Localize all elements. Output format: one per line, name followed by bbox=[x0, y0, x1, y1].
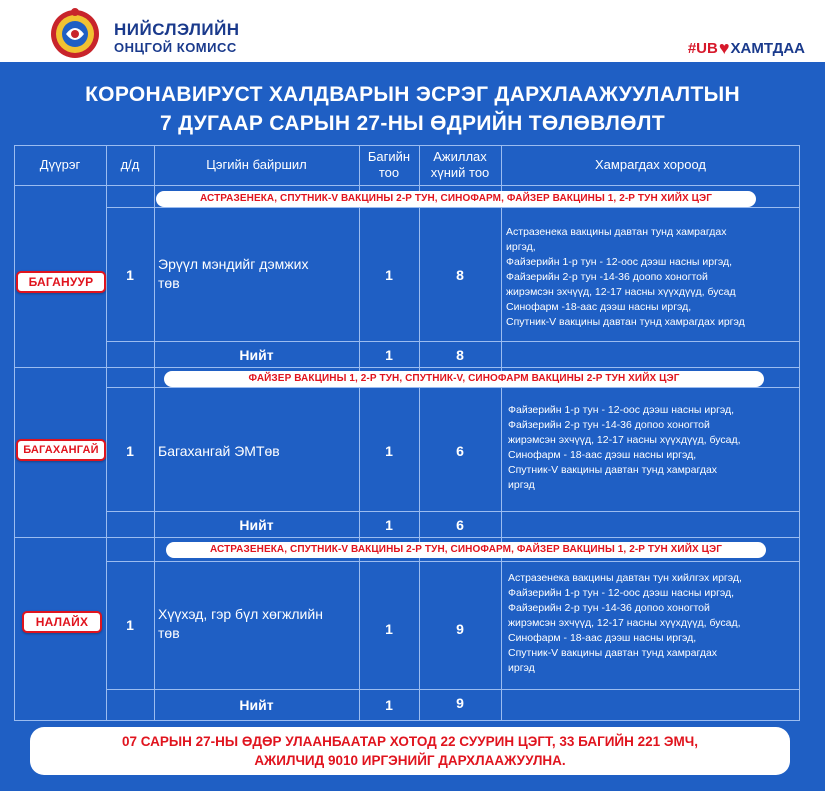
emblem-icon bbox=[46, 4, 104, 60]
title-line1: КОРОНАВИРУСТ ХАЛДВАРЫН ЭСРЭГ ДАРХЛААЖУУЛАЛТЫН bbox=[85, 83, 740, 106]
location-line1: Хүүхэд, гэр бүл хөгжлийн bbox=[158, 606, 323, 622]
row-num: 1 bbox=[126, 617, 134, 633]
coverage-line: иргэд, bbox=[506, 241, 536, 253]
coverage-line: Астразенека вакцины давтан тунд хамрагдах bbox=[506, 226, 727, 238]
footer-line1: 07 САРЫН 27-НЫ ӨДӨР УЛААНБААТАР ХОТОД 22 СУУРИН ЦЭГТ, 33 БАГИЙН 221 ЭМЧ, bbox=[121, 734, 698, 749]
header-teams-line2: тоо bbox=[378, 165, 400, 180]
coverage-line: иргэд bbox=[508, 479, 535, 491]
coverage-cell bbox=[506, 225, 796, 330]
header-staff bbox=[419, 149, 501, 181]
district-label: БАГАНУУР bbox=[16, 271, 106, 293]
coverage-line: иргэд bbox=[508, 662, 535, 674]
table-line bbox=[14, 720, 800, 721]
total-staff: 9 bbox=[456, 695, 464, 711]
location-cell bbox=[158, 605, 358, 643]
table-line bbox=[106, 387, 800, 388]
table-line bbox=[106, 341, 800, 342]
staff-cell: 9 bbox=[456, 621, 464, 637]
vaccine-banner: АСТРАЗЕНЕКА, СПУТНИК-V ВАКЦИНЫ 2-Р ТУН, СИНОФАРМ, ФАЙЗЕР ВАКЦИНЫ 1, 2-Р ТУН ХИЙХ ЦЭГ bbox=[166, 542, 766, 558]
coverage-line: Спутник-V вакцины давтан тунд хамрагдах иргэд bbox=[506, 316, 745, 328]
page-title bbox=[0, 80, 825, 138]
coverage-line: Файзерийн 1-р тун - 12-оос дээш насны иргэд, bbox=[508, 587, 735, 599]
table-line bbox=[14, 185, 800, 186]
hashtag-prefix: #UB bbox=[687, 40, 718, 57]
total-staff: 8 bbox=[456, 347, 464, 363]
table-line bbox=[106, 561, 800, 562]
location-line1: Багахангай ЭМТөв bbox=[158, 443, 280, 459]
total-label: Нийт bbox=[239, 517, 274, 533]
top-bar bbox=[0, 0, 825, 62]
district-label: БАГАХАНГАЙ bbox=[16, 439, 106, 461]
coverage-line: Астразенека вакцины давтан тун хийлгэх иргэд, bbox=[508, 572, 742, 584]
total-teams: 1 bbox=[385, 517, 393, 533]
total-label: Нийт bbox=[239, 347, 274, 363]
staff-cell: 8 bbox=[456, 267, 464, 283]
title-line2: 7 ДУГААР САРЫН 27-НЫ ӨДРИЙН ТӨЛӨВЛӨЛТ bbox=[160, 112, 665, 135]
table-line bbox=[154, 145, 155, 721]
coverage-line: жирэмсэн эхчүүд, 12-17 насны хүүхдүүд, бусад bbox=[506, 286, 736, 298]
teams-cell: 1 bbox=[385, 443, 393, 459]
table-line bbox=[106, 145, 107, 721]
table-line bbox=[14, 537, 800, 538]
coverage-line: Синофарм - 18-аас дээш насны иргэд, bbox=[508, 449, 697, 461]
coverage-cell bbox=[508, 571, 798, 676]
table-line bbox=[501, 145, 502, 721]
location-cell bbox=[158, 255, 358, 293]
total-teams: 1 bbox=[385, 347, 393, 363]
location-cell bbox=[158, 442, 358, 461]
location-line2: төв bbox=[158, 625, 180, 641]
coverage-line: жирэмсэн эхчүүд, 12-17 насны хүүхдүүд, бусад, bbox=[508, 434, 741, 446]
table-line bbox=[106, 207, 800, 208]
coverage-line: Файзерийн 1-р тун - 12-оос дээш насны иргэд, bbox=[508, 404, 735, 416]
teams-cell: 1 bbox=[385, 267, 393, 283]
header-location: Цэгийн байршил bbox=[206, 157, 307, 172]
org-name-line2: ОНЦГОЙ КОМИСС bbox=[114, 40, 237, 55]
row-num: 1 bbox=[126, 267, 134, 283]
header-teams-line1: Багийн bbox=[367, 149, 411, 164]
district-label: НАЛАЙХ bbox=[22, 611, 102, 633]
hashtag bbox=[688, 38, 805, 59]
header-num: д/д bbox=[120, 157, 140, 172]
coverage-line: Файзерийн 2-р тун -14-36 допоо хоногтой bbox=[508, 602, 710, 614]
location-line2: төв bbox=[158, 275, 180, 291]
table-line bbox=[14, 145, 15, 721]
coverage-line: Синофарм - 18-аас дээш насны иргэд, bbox=[508, 632, 697, 644]
coverage-cell bbox=[508, 403, 798, 493]
teams-cell: 1 bbox=[385, 621, 393, 637]
header-coverage: Хамрагдах хороод bbox=[595, 157, 706, 172]
header-teams bbox=[359, 149, 419, 181]
total-staff: 6 bbox=[456, 517, 464, 533]
coverage-line: жирэмсэн эхчүүд, 12-17 насны хүүхдүүд, бусад, bbox=[508, 617, 741, 629]
footer-summary bbox=[30, 727, 790, 775]
vaccine-banner: ФАЙЗЕР ВАКЦИНЫ 1, 2-Р ТУН, СПУТНИК-V, СИНОФАРМ ВАКЦИНЫ 2-Р ТУН ХИЙХ ЦЭГ bbox=[164, 371, 764, 387]
location-line1: Эрүүл мэндийг дэмжих bbox=[158, 256, 309, 272]
table-line bbox=[106, 511, 800, 512]
coverage-line: Спутник-V вакцины давтан тунд хамрагдах bbox=[508, 464, 718, 476]
coverage-line: Спутник-V вакцины давтан тунд хамрагдах bbox=[508, 647, 718, 659]
coverage-line: Файзерийн 1-р тун - 12-оос дээш насны иргэд, bbox=[506, 256, 733, 268]
footer-line2: АЖИЛЧИД 9010 ИРГЭНИЙГ ДАРХЛААЖУУЛНА. bbox=[254, 753, 566, 768]
header-district: Дүүрэг bbox=[39, 157, 81, 172]
coverage-line: Файзерийн 2-р тун -14-36 доопо хоногтой bbox=[506, 271, 708, 283]
header-staff-line1: Ажиллах bbox=[433, 149, 487, 164]
vaccine-banner: АСТРАЗЕНЕКА, СПУТНИК-V ВАКЦИНЫ 2-Р ТУН, СИНОФАРМ, ФАЙЗЕР ВАКЦИНЫ 1, 2-Р ТУН ХИЙХ ЦЭГ bbox=[156, 191, 756, 207]
staff-cell: 6 bbox=[456, 443, 464, 459]
table-line bbox=[14, 145, 800, 146]
header-staff-line2: хүний тоо bbox=[430, 165, 490, 180]
coverage-line: Синофарм -18-аас дээш насны иргэд, bbox=[506, 301, 692, 313]
table-line bbox=[14, 367, 800, 368]
heart-icon: ♥ bbox=[718, 38, 730, 58]
total-label: Нийт bbox=[239, 697, 274, 713]
table-line bbox=[799, 145, 800, 721]
org-name-line1: НИЙСЛЭЛИЙН bbox=[114, 20, 240, 39]
total-teams: 1 bbox=[385, 697, 393, 713]
schedule-table bbox=[14, 145, 800, 721]
table-line bbox=[106, 689, 800, 690]
row-num: 1 bbox=[126, 443, 134, 459]
hashtag-suffix: ХАМТДАА bbox=[730, 40, 805, 57]
coverage-line: Файзерийн 2-р тун -14-36 допоо хоногтой bbox=[508, 419, 710, 431]
